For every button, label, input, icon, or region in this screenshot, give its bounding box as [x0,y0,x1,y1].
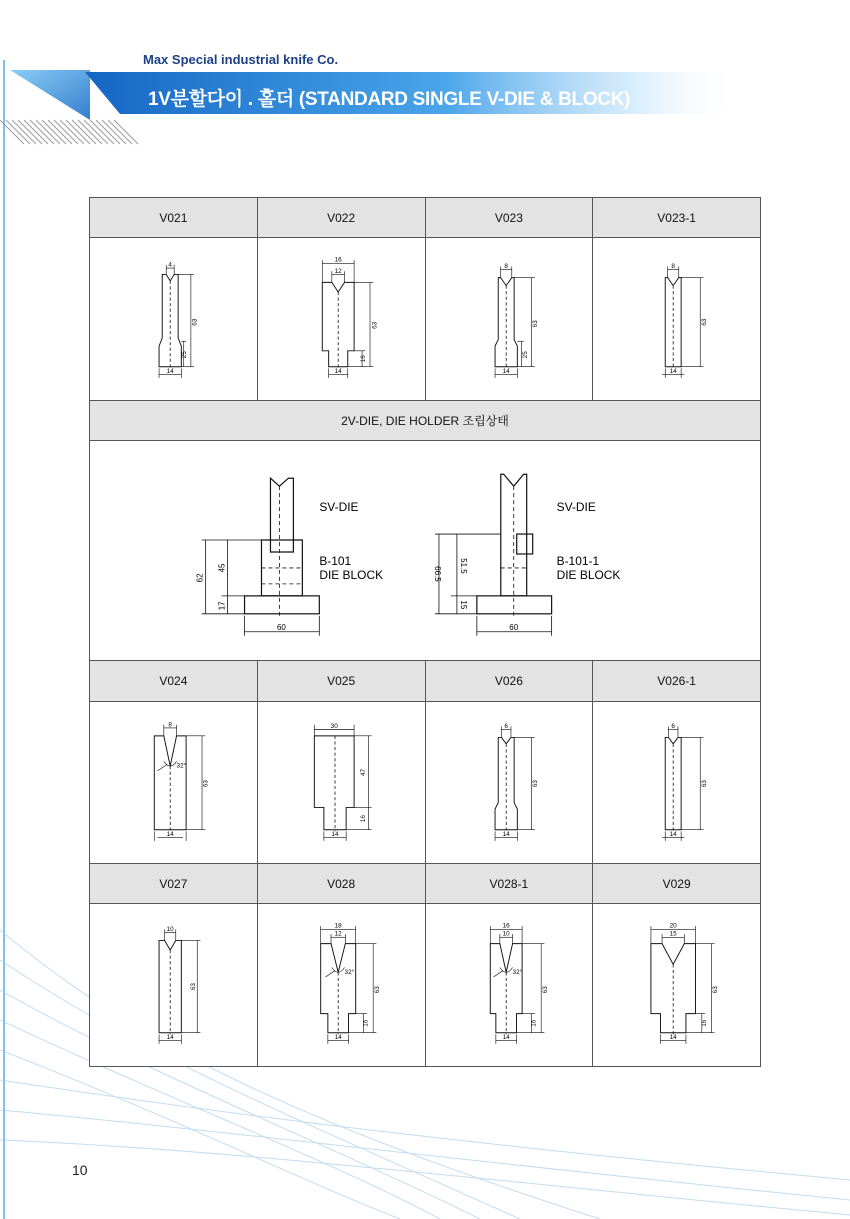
dim-angle: 32° [176,763,187,771]
dim-w: 14 [166,831,174,839]
die-label-cell: V022 [257,198,425,238]
dim-h: 63 [712,986,720,994]
dim-top: 20 [669,922,677,930]
dim-v: 6 [671,723,676,731]
dim-v: 10 [502,930,510,938]
left-block-label: DIE BLOCK [319,567,384,582]
page-title: 1V분할다이 . 홀더 (STANDARD SINGLE V-DIE & BLOCK) [148,89,631,110]
die-drawing-v022 [258,249,425,389]
dim-v: 4 [168,261,172,269]
die-drawing-v028-1 [426,915,593,1055]
die-drawing-v023-1 [593,249,760,389]
right-block-code: B-101-1 [556,553,600,568]
die-label-cell: V026-1 [593,661,761,701]
die-label-cell: V024 [90,661,258,701]
assembly-left-shape [245,478,320,614]
dim-top: 16 [334,256,342,264]
die-drawing-cell [257,238,425,401]
left-die-label: SV-DIE [319,499,359,514]
dim-lower: 17 [217,601,227,610]
die-drawing-cell [425,701,593,864]
dim-w: 14 [166,368,174,376]
die-drawing-cell [90,238,258,401]
dim-v: 6 [503,723,508,731]
dim-s: 16 [530,1019,538,1027]
die-drawing-v028 [258,915,425,1055]
die-drawing-v029 [593,915,760,1055]
die-drawing-v024 [90,712,257,852]
dim-s: 16 [701,1019,709,1027]
assembly-drawing-cell [90,441,761,661]
dim-top: 30 [330,723,338,731]
die-label-cell: V023 [425,198,593,238]
die-drawing-cell [425,904,593,1067]
die-label-cell: V029 [593,864,761,904]
dim-v: 12 [334,930,342,938]
die-drawing-cell [593,701,761,864]
die-catalog-table [89,197,761,1067]
dim-w: 14 [669,368,677,376]
dim-angle: 32° [512,969,522,977]
die-drawing-cell [90,904,258,1067]
die-label-cell: V021 [90,198,258,238]
dim-v: 8 [503,263,508,271]
dim-h: 63 [191,318,199,326]
dim-s: 25 [181,351,189,359]
dim-top: 16 [502,922,510,930]
dim-h: 63 [202,780,210,788]
dim-v: 8 [671,263,676,271]
die-drawing-v025 [258,712,425,852]
die-drawing-v027 [90,915,257,1055]
dim-h: 63 [701,780,709,788]
dim-w: 14 [502,368,510,376]
die-drawing-v023 [426,249,593,389]
dim-width: 60 [509,622,519,632]
dim-h: 63 [531,780,539,788]
dim-h: 63 [701,318,709,326]
dim-upper: 45 [217,563,227,573]
dim-top: 18 [334,922,342,930]
die-drawing-v026 [426,712,593,852]
die-label-cell: V027 [90,864,258,904]
dim-s: 25 [521,351,529,359]
dim-width: 60 [276,622,286,632]
die-drawing-v021 [90,249,257,389]
dim-s: 16 [362,1019,370,1027]
dim-v: 15 [669,930,677,938]
dim-w: 14 [669,831,677,839]
dim-w: 14 [669,1034,677,1042]
die-drawing-cell [257,701,425,864]
dim-h: 47 [359,769,367,777]
dim-total: 66.5 [432,565,442,582]
assembly-right-shape [477,474,552,614]
dim-v: 12 [334,267,342,275]
dim-h: 63 [373,986,381,994]
dim-s: 16 [359,815,367,823]
right-block-label: DIE BLOCK [556,567,621,582]
die-drawing-cell [257,904,425,1067]
dim-h: 63 [531,320,539,328]
assembly-title: 2V-DIE, DIE HOLDER 조립상태 [90,400,761,440]
dim-w: 14 [502,831,510,839]
die-drawing-cell [425,238,593,401]
dim-w: 14 [334,1034,342,1042]
right-die-label: SV-DIE [556,499,596,514]
die-drawing-v026-1 [593,712,760,852]
dim-w: 14 [166,1034,174,1042]
die-drawing-cell [90,701,258,864]
dim-v: 8 [168,721,172,729]
dim-h: 63 [371,321,379,329]
dim-h: 63 [541,986,549,994]
dim-upper: 51.5 [458,557,468,574]
page-number: 10 [72,1162,88,1178]
die-label-cell: V026 [425,661,593,701]
dim-lower: 15 [458,600,468,609]
assembly-drawing [90,456,760,646]
dim-s: 16 [359,355,367,363]
dim-w: 14 [331,831,339,839]
dim-w: 14 [334,368,342,376]
die-label-cell: V023-1 [593,198,761,238]
dim-total: 62 [195,573,205,583]
left-block-code: B-101 [319,553,352,568]
company-name: Max Special industrial knife Co. [143,52,339,67]
die-drawing-cell [593,238,761,401]
dim-w: 14 [502,1034,510,1042]
dim-angle: 32° [344,969,354,977]
die-label-cell: V025 [257,661,425,701]
dim-v: 10 [166,926,174,934]
die-label-cell: V028-1 [425,864,593,904]
die-drawing-cell [593,904,761,1067]
dim-h: 63 [189,983,197,991]
die-label-cell: V028 [257,864,425,904]
